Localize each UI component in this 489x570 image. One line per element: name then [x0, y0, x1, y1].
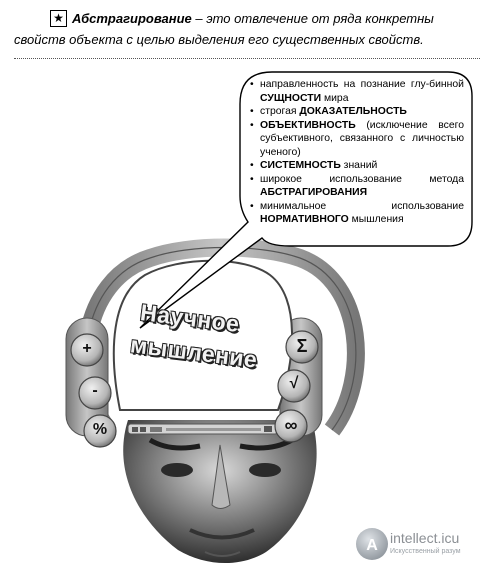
star-icon: ★ — [50, 10, 67, 27]
list-item: • ОБЪЕКТИВНОСТЬ (исключение всего субъективного, связанного с личностью ученого) — [250, 119, 464, 160]
title-word-2: мышление — [128, 331, 259, 373]
list-item: • направленность на познание глу-бинной СУЩНОСТИ мира — [250, 78, 464, 105]
list-item: • СИСТЕМНОСТЬ знаний — [250, 159, 464, 173]
definition-line-2: свойств объекта с целью выделения его существенных свойств. — [14, 32, 424, 47]
definition-text-1: – это отвлечение от ряда конкретны — [191, 11, 434, 26]
sqrt-icon: √ — [289, 375, 299, 392]
sigma-icon: Σ — [296, 336, 308, 356]
list-item: • широкое использование метода АБСТРАГИРОВАНИЯ — [250, 173, 464, 200]
definition-term: Абстрагирование — [72, 11, 192, 26]
plus-icon: + — [82, 340, 92, 357]
infinity-icon: ∞ — [284, 415, 298, 435]
minus-icon: - — [92, 382, 98, 399]
list-item: • минимальное использование НОРМАТИВНОГО мышления — [250, 200, 464, 227]
watermark-name: intellect.icu — [390, 530, 460, 546]
bubble-text — [250, 78, 464, 227]
equalizer-bar — [128, 424, 278, 434]
watermark — [360, 524, 485, 564]
list-item: • строгая ДОКАЗАТЕЛЬНОСТЬ — [250, 105, 464, 119]
svg-text:A: A — [366, 537, 378, 554]
watermark-subtitle: Искусственный разум — [390, 548, 461, 555]
title-word-1: Научное — [138, 299, 242, 337]
percent-icon: % — [92, 421, 108, 438]
